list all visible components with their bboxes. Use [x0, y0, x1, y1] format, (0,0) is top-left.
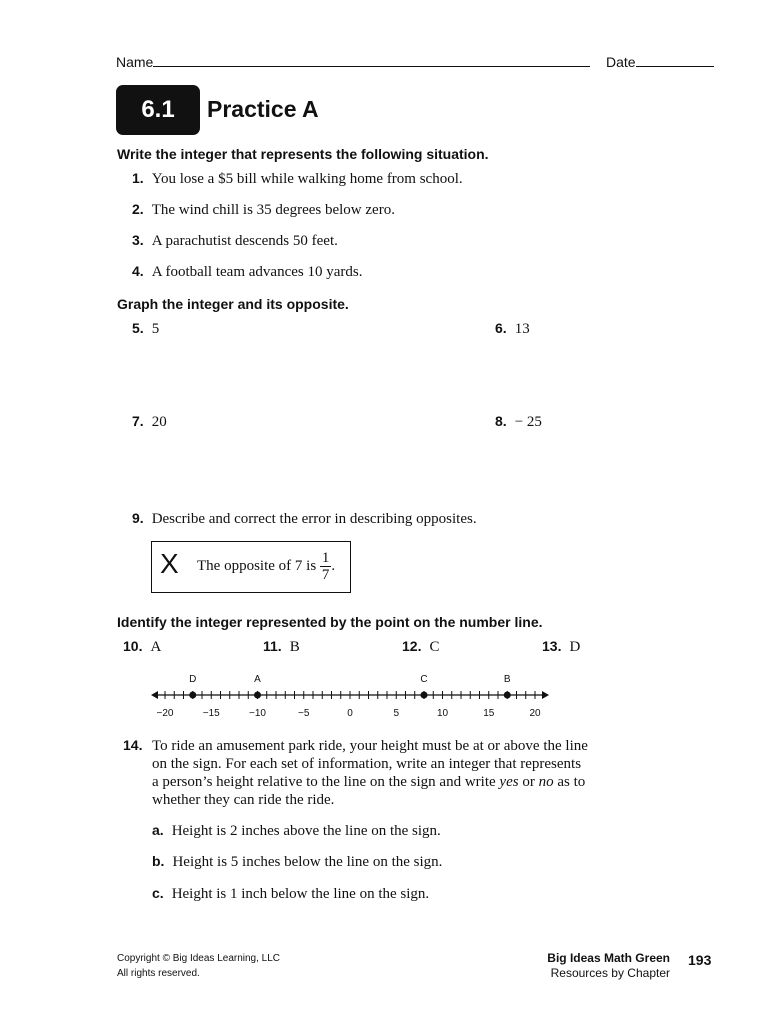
question-2 — [132, 201, 395, 219]
left-arrow-icon — [151, 691, 158, 699]
question-number: 10. — [123, 638, 143, 654]
question-14c — [152, 885, 429, 903]
question-number: 12. — [402, 638, 422, 654]
question-letter: D — [569, 639, 581, 655]
question-3 — [132, 232, 338, 250]
footer-rights: All rights reserved. — [117, 968, 200, 979]
page-number: 193 — [688, 952, 712, 968]
error-box — [151, 541, 351, 593]
question-line: on the sign. For each set of information, write an integer that represents — [152, 756, 582, 772]
question-letter: A — [150, 639, 162, 655]
question-number: 2. — [132, 201, 144, 217]
fraction — [320, 550, 332, 583]
date-label: Date — [606, 54, 636, 70]
question-letter: B — [289, 639, 300, 655]
page-title: Practice A — [207, 96, 319, 122]
question-12 — [402, 638, 439, 656]
number-line-tick-label: −15 — [202, 708, 220, 719]
question-number: 6. — [495, 320, 507, 336]
question-number: 5. — [132, 320, 144, 336]
question-13 — [542, 638, 580, 656]
question-line: whether they can ride the ride. — [152, 792, 335, 808]
instruction-2: Graph the integer and its opposite. — [117, 296, 349, 312]
number-line-point — [254, 692, 261, 699]
number-line-point-label: C — [420, 674, 428, 685]
question-number: 14. — [123, 737, 143, 753]
number-line-point — [504, 692, 511, 699]
question-8 — [495, 413, 542, 431]
question-value: 20 — [151, 414, 167, 430]
instruction-1: Write the integer that represents the following situation. — [117, 146, 489, 162]
footer-resources: Resources by Chapter — [550, 966, 670, 980]
question-text: You lose a $5 bill while walking home from school. — [151, 171, 463, 187]
part-letter: b. — [152, 853, 165, 869]
number-line-tick-label: 0 — [347, 708, 353, 719]
instruction-3: Identify the integer represented by the point on the number line. — [117, 614, 543, 630]
question-line — [152, 773, 588, 791]
question-11 — [263, 638, 300, 656]
error-statement: The opposite of 7 is — [197, 557, 317, 574]
question-number: 4. — [132, 263, 144, 279]
question-text: Describe and correct the error in describing opposites. — [151, 511, 477, 527]
question-number: 9. — [132, 510, 144, 526]
number-line-point-label: B — [503, 674, 511, 685]
date-line — [636, 66, 714, 67]
number-line-tick-label: −5 — [298, 708, 310, 719]
question-9 — [132, 510, 477, 528]
question-number: 1. — [132, 170, 144, 186]
right-arrow-icon — [542, 691, 549, 699]
question-1 — [132, 170, 463, 188]
number-line-tick-label: 10 — [436, 708, 449, 719]
number-line-tick-label: 15 — [483, 708, 495, 719]
question-number: 11. — [263, 638, 282, 654]
number-line-point — [421, 692, 428, 699]
part-text: Height is 1 inch below the line on the sign. — [171, 886, 430, 902]
number-line-tick-label: −10 — [249, 708, 266, 719]
word-as-to: as to — [557, 774, 586, 790]
date-field[interactable] — [606, 54, 714, 70]
question-5 — [132, 320, 159, 338]
question-number: 3. — [132, 232, 144, 248]
number-line-tick-label: −20 — [156, 708, 174, 719]
question-7 — [132, 413, 167, 431]
number-line-ticks — [165, 691, 535, 699]
number-line-point-label: A — [254, 674, 261, 685]
error-x-mark: X — [160, 548, 179, 579]
part-text: Height is 5 inches below the line on the sign. — [172, 854, 443, 870]
word-no: no — [538, 774, 554, 790]
question-letter: C — [429, 639, 440, 655]
number-line — [145, 665, 555, 725]
question-10 — [123, 638, 161, 656]
footer-book-title: Big Ideas Math Green — [547, 951, 670, 965]
number-line-tick-labels — [157, 708, 541, 719]
part-text: Height is 2 inches above the line on the sign. — [171, 823, 441, 839]
question-6 — [495, 320, 530, 338]
question-text: The wind chill is 35 degrees below zero. — [151, 202, 395, 218]
question-value: 13 — [514, 321, 530, 337]
error-box-text — [197, 550, 335, 583]
question-text: A football team advances 10 yards. — [151, 264, 363, 280]
fraction-numerator: 1 — [321, 550, 330, 566]
question-14a — [152, 822, 441, 840]
question-line: To ride an amusement park ride, your height must be at or above the line — [152, 738, 588, 754]
question-14b — [152, 853, 442, 871]
question-number: 8. — [495, 413, 507, 429]
period: . — [331, 557, 336, 574]
question-value: − 25 — [514, 414, 542, 430]
part-letter: a. — [152, 822, 164, 838]
question-text: A parachutist descends 50 feet. — [151, 233, 338, 249]
question-number: 13. — [542, 638, 562, 654]
name-field[interactable] — [116, 54, 590, 70]
name-line — [153, 66, 590, 67]
question-value: 5 — [151, 321, 160, 337]
number-line-tick-label: 20 — [529, 708, 541, 719]
word-or: or — [522, 774, 535, 790]
fraction-denominator: 7 — [321, 567, 330, 583]
section-badge: 6.1 — [116, 85, 200, 135]
question-text — [152, 737, 588, 809]
name-label: Name — [116, 54, 154, 70]
question-number: 7. — [132, 413, 144, 429]
question-4 — [132, 263, 362, 281]
number-line-point-label: D — [189, 674, 197, 685]
number-line-point — [189, 692, 196, 699]
word-yes: yes — [499, 774, 519, 790]
number-line-tick-label: 5 — [393, 708, 400, 719]
part-letter: c. — [152, 885, 164, 901]
footer-copyright: Copyright © Big Ideas Learning, LLC — [117, 953, 281, 964]
question-line-text: a person’s height relative to the line on the sign and write — [152, 774, 496, 790]
